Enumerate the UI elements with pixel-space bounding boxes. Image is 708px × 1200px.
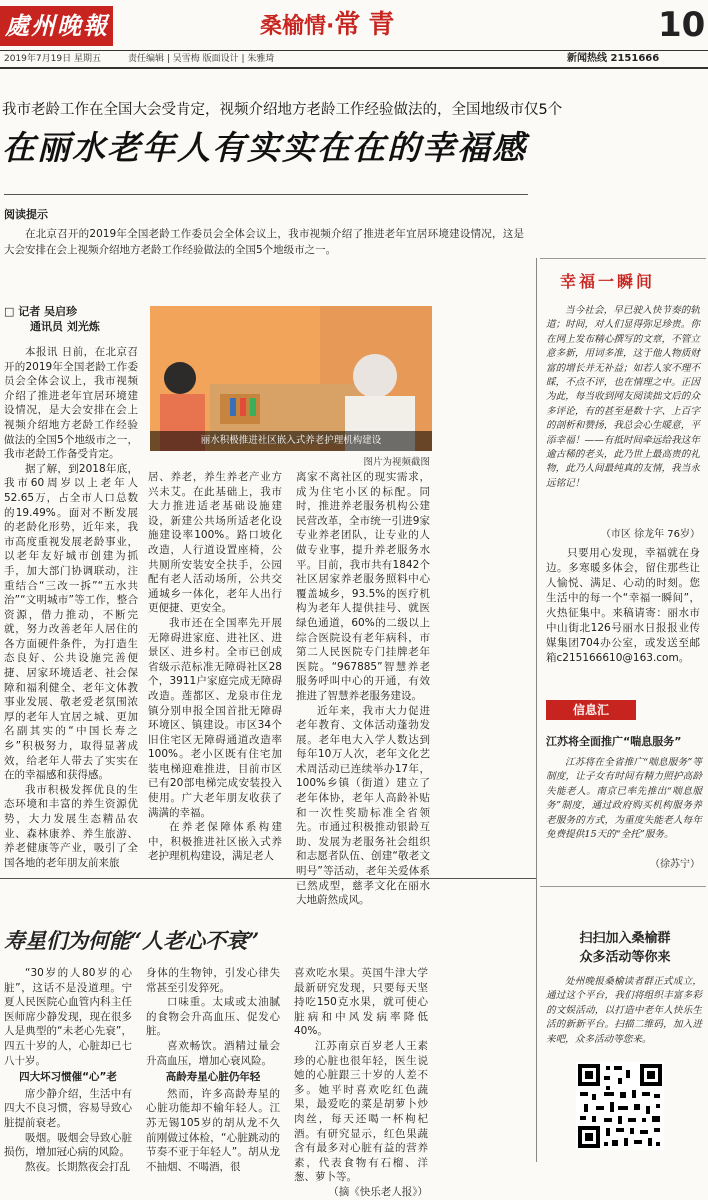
lead-col1-main: 据了解，到2018年底，我市60周岁以上老年人52.65万，占全市人口总数的19.49%。面对不断发展的老龄化形势，近年来，我市高度重视发展老龄事业，以老年友好城市创建为抓手，加大部门协调联动，注重结合“三改一拆”“五水共治”“文明城市”等工作，整合资源，借力推动，不断完就，努力改善老年人居住的各方面硬件条件，为打造生态良好、公共设施完善便捷、居家环境适老、社会保障和福利健全、老年文体教事业发展、敬老爱老氛围浓厚的老年人宜居之城、更加名副其实的“中国长寿之乡”积极努力，取得显著成效，给老年人带去了实实在在的幸福感和获得感。 xyxy=(4,462,138,782)
lead-photo-illustration xyxy=(150,306,432,451)
second-col3-b: 江苏南京百岁老人王素珍的心脏也很年轻，医生说她的心脏跟三十岁的人差不多。她平时喜欢吃红色蔬果，最爱吃的菜是胡萝卜炒肉丝，每天还喝一杯枸杞酒。有研究显示，红色果蔬含有最多对心脏有益的营养素，代表食物有石榴、洋葱、萝卜等。 xyxy=(294,1039,428,1184)
lead-photo xyxy=(150,306,432,451)
second-col1-sub: 四大坏习惯催“心”老 xyxy=(19,1071,117,1084)
second-col1-b: 席少静介绍，生活中有四大不良习惯，容易导致心脏提前衰老。 xyxy=(4,1087,132,1129)
horizontal-divider xyxy=(0,878,536,879)
date-line: 2019年7月19日 星期五 xyxy=(4,54,101,64)
second-col2-a: 身体的生物钟，引发心律失常甚至引发猝死。 xyxy=(146,967,280,994)
paper-name-logo: 處州晚報 xyxy=(5,11,109,40)
second-col2-b: 口味重。太咸或太油腻的食物会升高血压、促发心脏。 xyxy=(146,996,280,1038)
hotline-number: 2151666 xyxy=(610,53,660,64)
sidebar-divider xyxy=(540,886,706,887)
promo-headline-2: 众多活动等你来 xyxy=(579,950,671,965)
lead-col2-top: 居、养老，养生养老产业方兴未艾。在此基础上，我市大力推进适老基础设施建设，新建公共场所适老化设施建设率100%。路口坡化改造，人行道设置座椅，公共厕所安装安全扶手，公园配有老人活动场所，公共交通城乡一体化，老年人出行更便捷、更安全。 xyxy=(148,471,282,615)
photo-caption: 丽水积极推进社区嵌入式养老护理机构建设 xyxy=(200,435,382,446)
lead-col1-intro: 本报讯 日前，在北京召开的2019年全国老龄工作委员会全体会议上，我市视频介绍了推进老年宜居环境建设情况，是大会安排在会上视频介绍地方老龄工作经验做法的全国5个地级市之一，我市老龄工作备受肯定。 xyxy=(4,346,138,461)
lead-col-2 xyxy=(148,470,282,864)
info-body: 江苏将在全省推广“喘息服务”等制度，让子女有时间有精力照护高龄失能老人。南京已率先推出“喘息服务”制度，通过政府购买机构服务养老服务的方式，为重度失能老人每年免费提供15天的“全托”服务。 xyxy=(546,757,702,841)
page-number: 10 xyxy=(658,5,706,45)
lead-col2-bottom: 在养老保障体系构建中，积极推进社区嵌入式养老护理机构建设，满足老人 xyxy=(148,821,282,863)
info-headline: 江苏将全面推广“喘息服务” xyxy=(546,735,682,748)
vertical-divider xyxy=(536,258,537,1162)
masthead-rule-2 xyxy=(0,67,708,69)
byline-reporter: □ 记者 吴启珍 xyxy=(4,305,78,318)
second-col1-c: 吸烟。吸烟会导致心脏损伤，增加冠心病的风险。 xyxy=(4,1131,132,1159)
lead-col3-top: 离家不离社区的现实需求，成为住宅小区的标配。同时，推进养老服务机构公建民营改革，全市统一引进9家专业养老团队，让专业的人做专业事，提升养老服务水平。目前，我市共有1842个社区居家养老服务照料中心覆盖城乡，93.5%的医疗机构为老年人提供挂号、就医绿色通道，60%的二级以上综合医院设有老年病科，市第二人民医院专门挂牌老年医院。“967885”智慧养老服务呼叫中心的开通，有效推进了智慧养老服务建设。 xyxy=(296,471,430,702)
second-col1-a: “30岁的人80岁的心脏”，这话不是没道理。宁夏人民医院心血管内科主任医师席少静发现，现在很多人是典型的“未老心先衰”，四五十岁的人，心脏却已七八十岁。 xyxy=(4,967,132,1067)
second-col1-d: 熬夜。长期熬夜会打乱 xyxy=(25,1160,130,1173)
info-source: （徐苏宁） xyxy=(650,859,700,870)
second-col-3 xyxy=(294,966,428,1200)
editors-line: 责任编辑 | 吴雪梅 版面设计 | 朱雅琦 xyxy=(128,54,275,64)
second-col-2 xyxy=(146,966,280,1174)
info-label: 信息汇 xyxy=(572,703,609,717)
lead-col3-bottom: 近年来，我市大力促进老年教育、文体活动蓬勃发展。老年电大入学人数达到每年10万人次，老年文化艺术周活动已连续举办17年，100%乡镇（街道）建立了老年体协，老年人高龄补贴和一次性奖励标准全省领先。市通过积极推动银龄互助、发展为老服务社会组织和志愿者队伍、创建“敬老文明号”等活动，老年关爱体系已然成型，慈孝文化在丽水大地蔚然成风。 xyxy=(296,704,430,907)
second-headline: 寿星们为何能“人老心不衰” xyxy=(4,928,260,953)
second-col2-c: 喜欢畅饮。酒精过量会升高血压，增加心衰风险。 xyxy=(146,1039,280,1067)
moment-intro: 当今社会，早已驶入快节奏的轨道；时间，对人们显得弥足珍贵。你在网上发布精心撰写的文章，不管立意多新，用词多准，这于他人物质财富的增长并无补益；如若人家不理不睬，不点不评，也在情理之中。正因为此，每当收到网友阅读拙文后的众多评论，有的甚至是数十字、上百字的剖析和赞扬，我总会心生暖意，平添幸福！——有抵时间牵远给我这年逾古稀的老头，此乃世上最高贵的礼物，此乃人间最纯真的友情，我当永远铭记！ xyxy=(546,305,700,489)
qr-code-icon xyxy=(576,1062,664,1150)
lead-headline: 在丽水老年人有实实在在的幸福感 xyxy=(2,128,527,167)
byline-correspondent: 通讯员 刘光炼 xyxy=(30,320,100,333)
hotline xyxy=(567,52,659,66)
second-col3-a: 喜欢吃水果。英国牛津大学最新研究发现，只要每天坚持吃150克水果，就可使心脏病和中风发病率降低40%。 xyxy=(294,967,428,1038)
qr-code[interactable] xyxy=(576,1062,664,1150)
moment-column-title: 幸福一瞬间 xyxy=(560,272,656,291)
reading-tip-label: 阅读提示 xyxy=(4,208,48,221)
reading-tip: 在北京召开的2019年全国老龄工作委员会全体会议上，我市视频介绍了推进老年宜居环境建设情况，这是大会安排在会上视频介绍地方老龄工作经验做法的全国5个地级市之一。 xyxy=(4,228,524,256)
section-title xyxy=(260,8,500,42)
second-col-1 xyxy=(4,966,132,1174)
lead-col1-tail: 我市积极发挥优良的生态环境和丰富的养生资源优势，大力发展生态精品农业、森林康养、养生旅游、养老健康等产业，吸引了全国各地的老年朋友前来旅 xyxy=(4,783,138,869)
moment-author: （市区 徐龙年 76岁） xyxy=(600,529,700,540)
second-col2-sub: 高龄寿星心脏仍年轻 xyxy=(165,1071,261,1084)
section-dot: · xyxy=(326,14,335,39)
hotline-label: 新闻热线 xyxy=(567,53,607,64)
section-name: 常青 xyxy=(334,10,403,40)
second-col2-d: 然而，许多高龄寿星的心脏功能却不输年轻人。江苏无锡105岁的胡从龙不久前刚做过体检，“心脏跳动的节奏不亚于年轻人”。胡从龙不抽烟、不喝酒，很 xyxy=(146,1087,280,1173)
headline-rule xyxy=(4,194,528,195)
second-col3-source: （摘《快乐老人报》） xyxy=(328,1185,428,1198)
lead-subheadline: 我市老龄工作在全国大会受肯定，视频介绍地方老龄工作经验做法的，全国地级市仅5个 xyxy=(2,102,563,118)
lead-col-1 xyxy=(4,345,138,870)
lead-col-3 xyxy=(296,470,430,908)
masthead-rule xyxy=(0,50,708,51)
sidebar-rule-top xyxy=(540,258,706,259)
lead-col2-mid: 我市还在全国率先开展无障碍进家庭、进社区、进景区、进乡村。全市已创成省级示范标准无障碍社区28个，3911户家庭完成无障碍改造。莲都区、龙泉市住龙镇分别申报全国首批无障碍环境区、镇建设。市区34个旧住宅区无障碍通道改造率100%。老小区既有住宅加装电梯迎难推进，目前市区已有20部电梯完成安装投入使用。广大老年朋友收获了满满的幸福。 xyxy=(148,616,282,819)
photo-credit: 图片为视频截图 xyxy=(363,457,430,468)
promo-body: 处州晚报桑榆读者群正式成立，通过这个平台，我们将组织丰富多彩的文娱活动，以打造中老年人快乐生活的新新平台。扫描二维码，加入进来吧，众多活动等您来。 xyxy=(546,976,702,1045)
section-prefix: 桑榆情 xyxy=(260,14,327,39)
promo-headline-1: 扫扫加入桑榆群 xyxy=(579,931,671,946)
moment-call: 只要用心发现，幸福就在身边。多寒暖多体会，留住那些让人愉悦、满足、心动的时刻。您生活中的每一个“幸福一瞬间”，火热征集中。来稿请寄：丽水市中山街北126号丽水日报报业传媒集团704办公室，或发送至邮箱c215166610@163.com。 xyxy=(546,547,700,664)
